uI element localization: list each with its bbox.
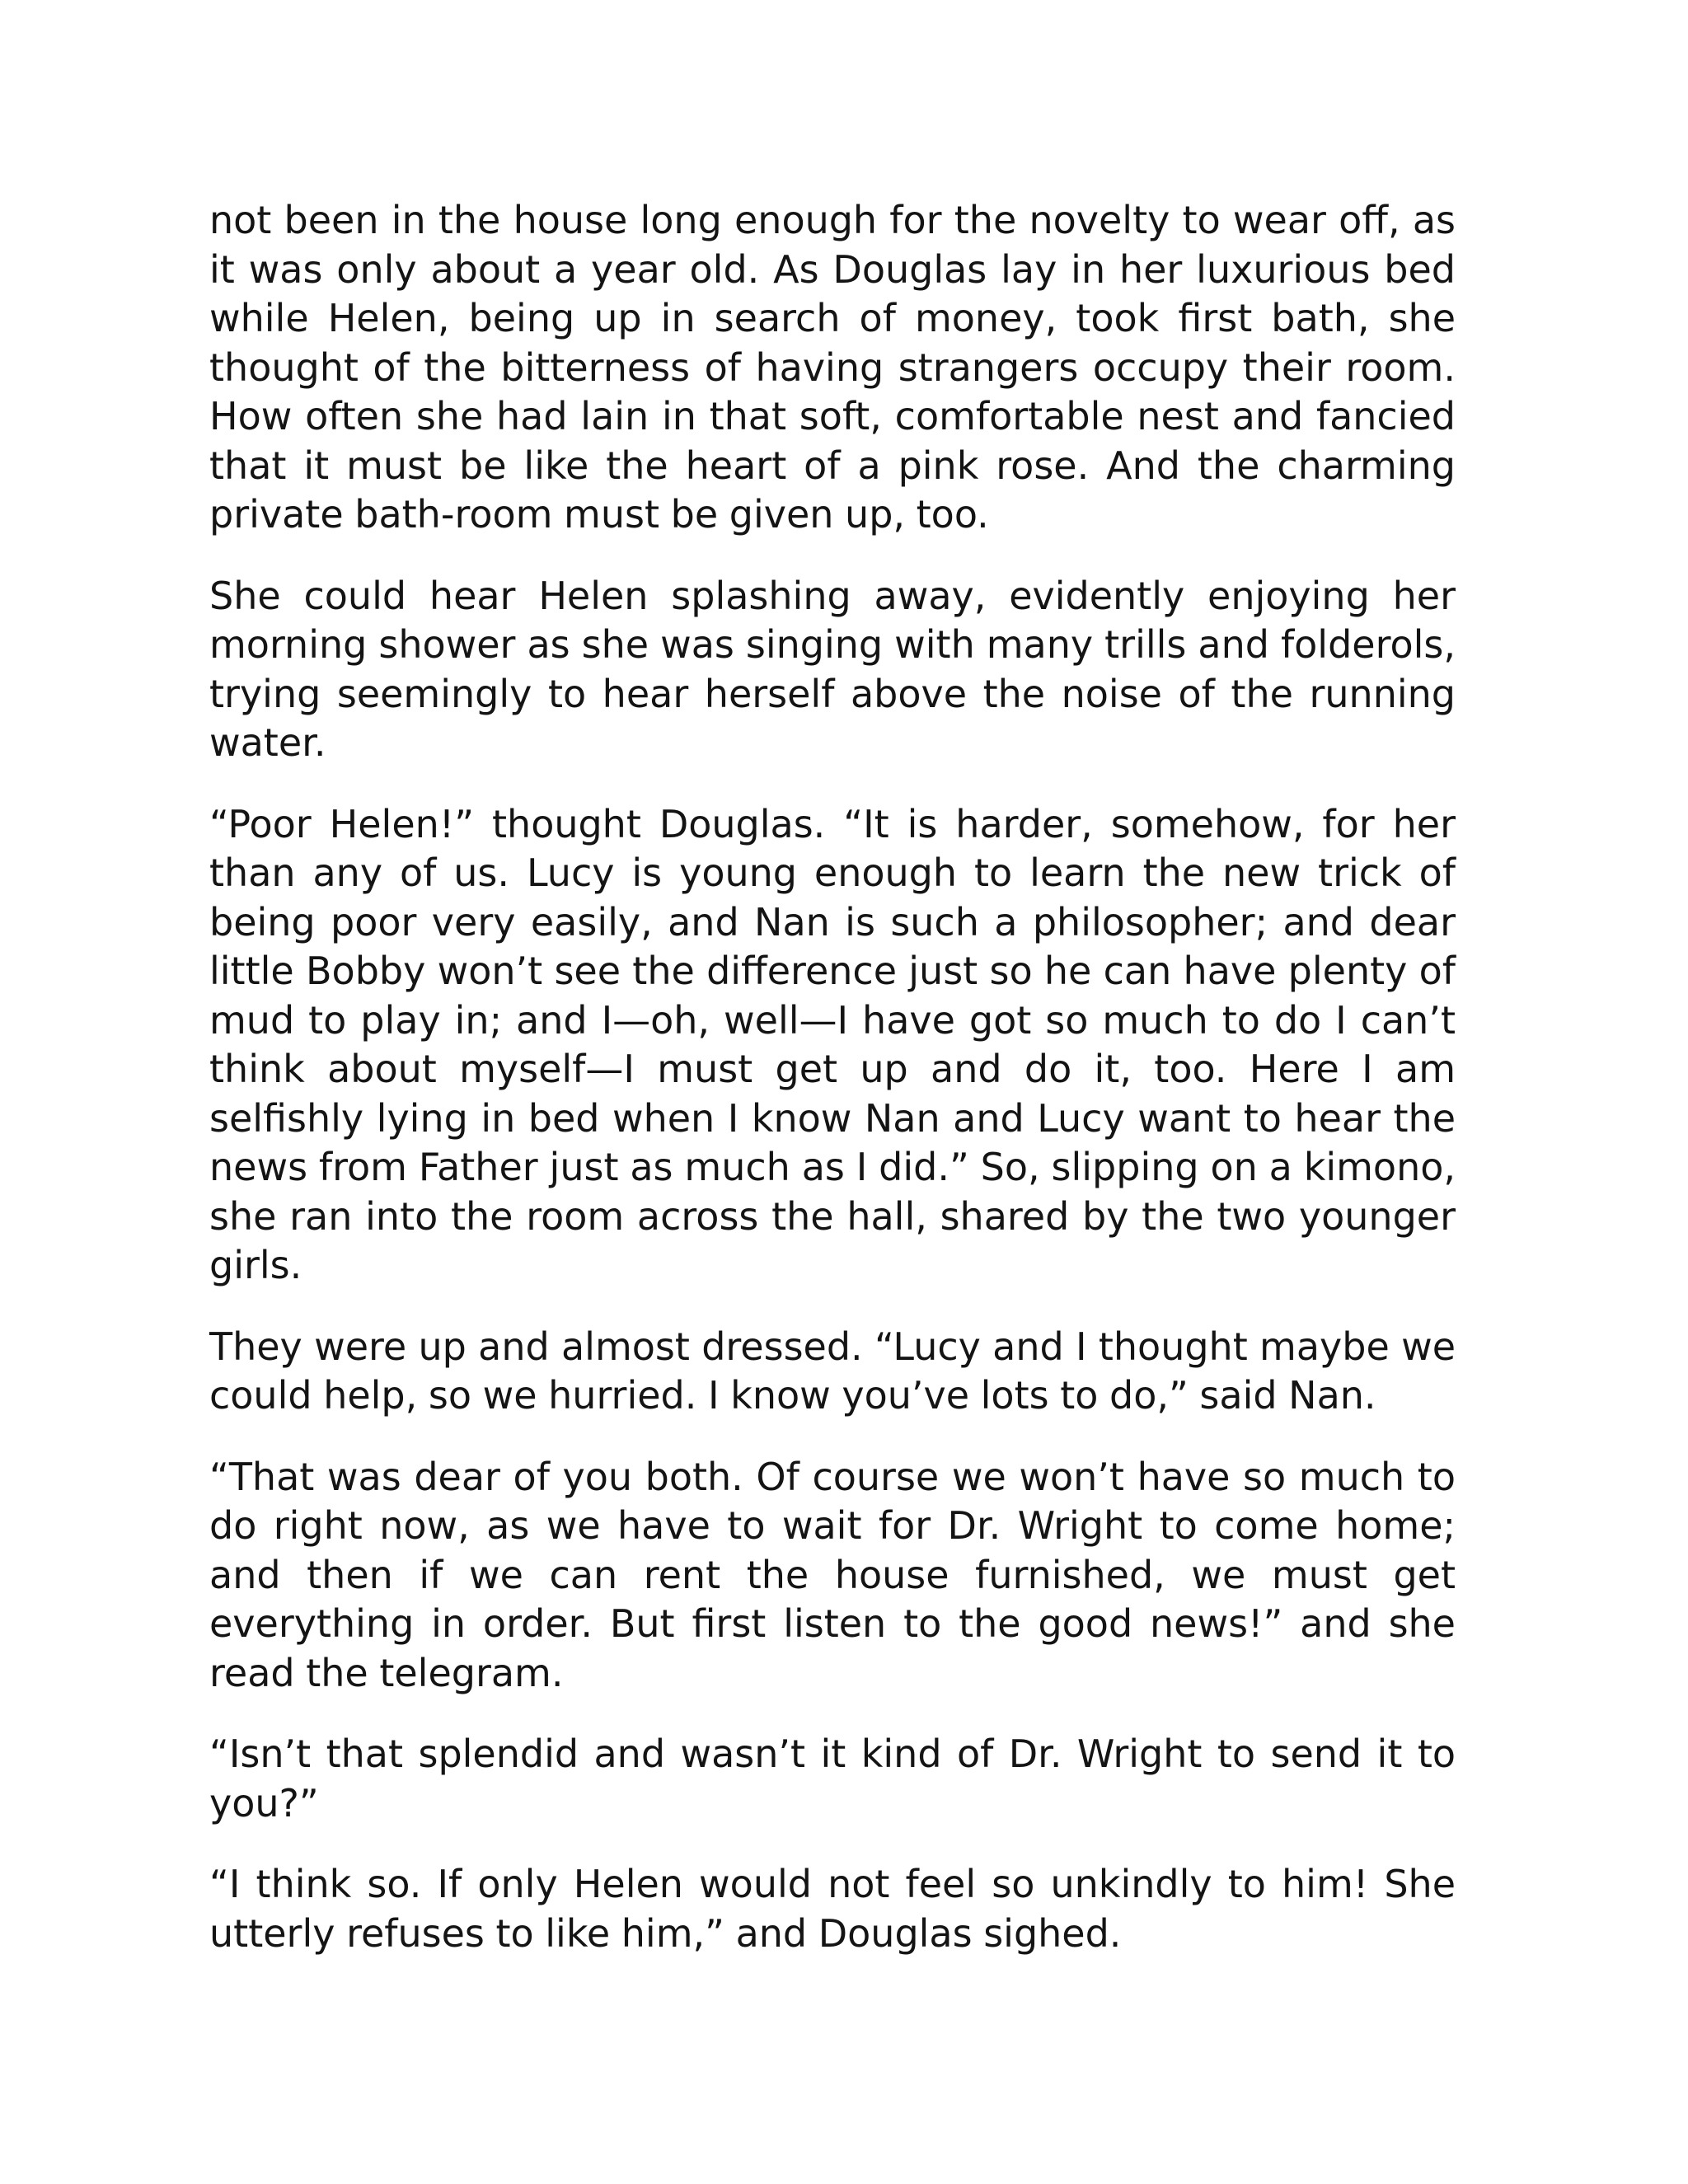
paragraph: “That was dear of you both. Of course we won’t have so much to do right now, as we have to wait for Dr. Wright to come home; and then if we can rent the house furnished, we must get everything in order. But first listen to the good news!” and she read the telegram.	[209, 1454, 1456, 1695]
paragraph: not been in the house long enough for the novelty to wear off, as it was only about a year old. As Douglas lay in her luxurious bed while Helen, being up in search of money, took first bath, she thought of the bitterness of having strangers occupy their room. How often she had lain in that soft, comfortable nest and fancied that it must be like the heart of a pink rose. And the charming private bath-room must be given up, too.	[209, 198, 1456, 537]
paragraph: They were up and almost dressed. “Lucy and I thought maybe we could help, so we hurried. I know you’ve lots to do,” said Nan.	[209, 1324, 1456, 1418]
body-text	[209, 196, 1456, 1990]
paragraph: “Poor Helen!” thought Douglas. “It is harder, somehow, for her than any of us. Lucy is young enough to learn the new trick of being poor very easily, and Nan is such a philosopher; and dear little Bobby won’t see the difference just so he can have plenty of mud to play in; and I—oh, well—I have got so much to do I can’t think about myself—I must get up and do it, too. Here I am selfishly lying in bed when I know Nan and Lucy want to hear the news from Father just as much as I did.” So, slipping on a kimono, she ran into the room across the hall, shared by the two younger girls.	[209, 801, 1456, 1287]
paragraph: “I think so. If only Helen would not feel so unkindly to him! She utterly refuses to like him,” and Douglas sighed.	[209, 1862, 1456, 1956]
paragraph: “Isn’t that splendid and wasn’t it kind of Dr. Wright to send it to you?”	[209, 1732, 1456, 1825]
paragraph: She could hear Helen splashing away, evidently enjoying her morning shower as she was singing with many trills and folderols, trying seemingly to hear herself above the noise of the running water.	[209, 573, 1456, 765]
